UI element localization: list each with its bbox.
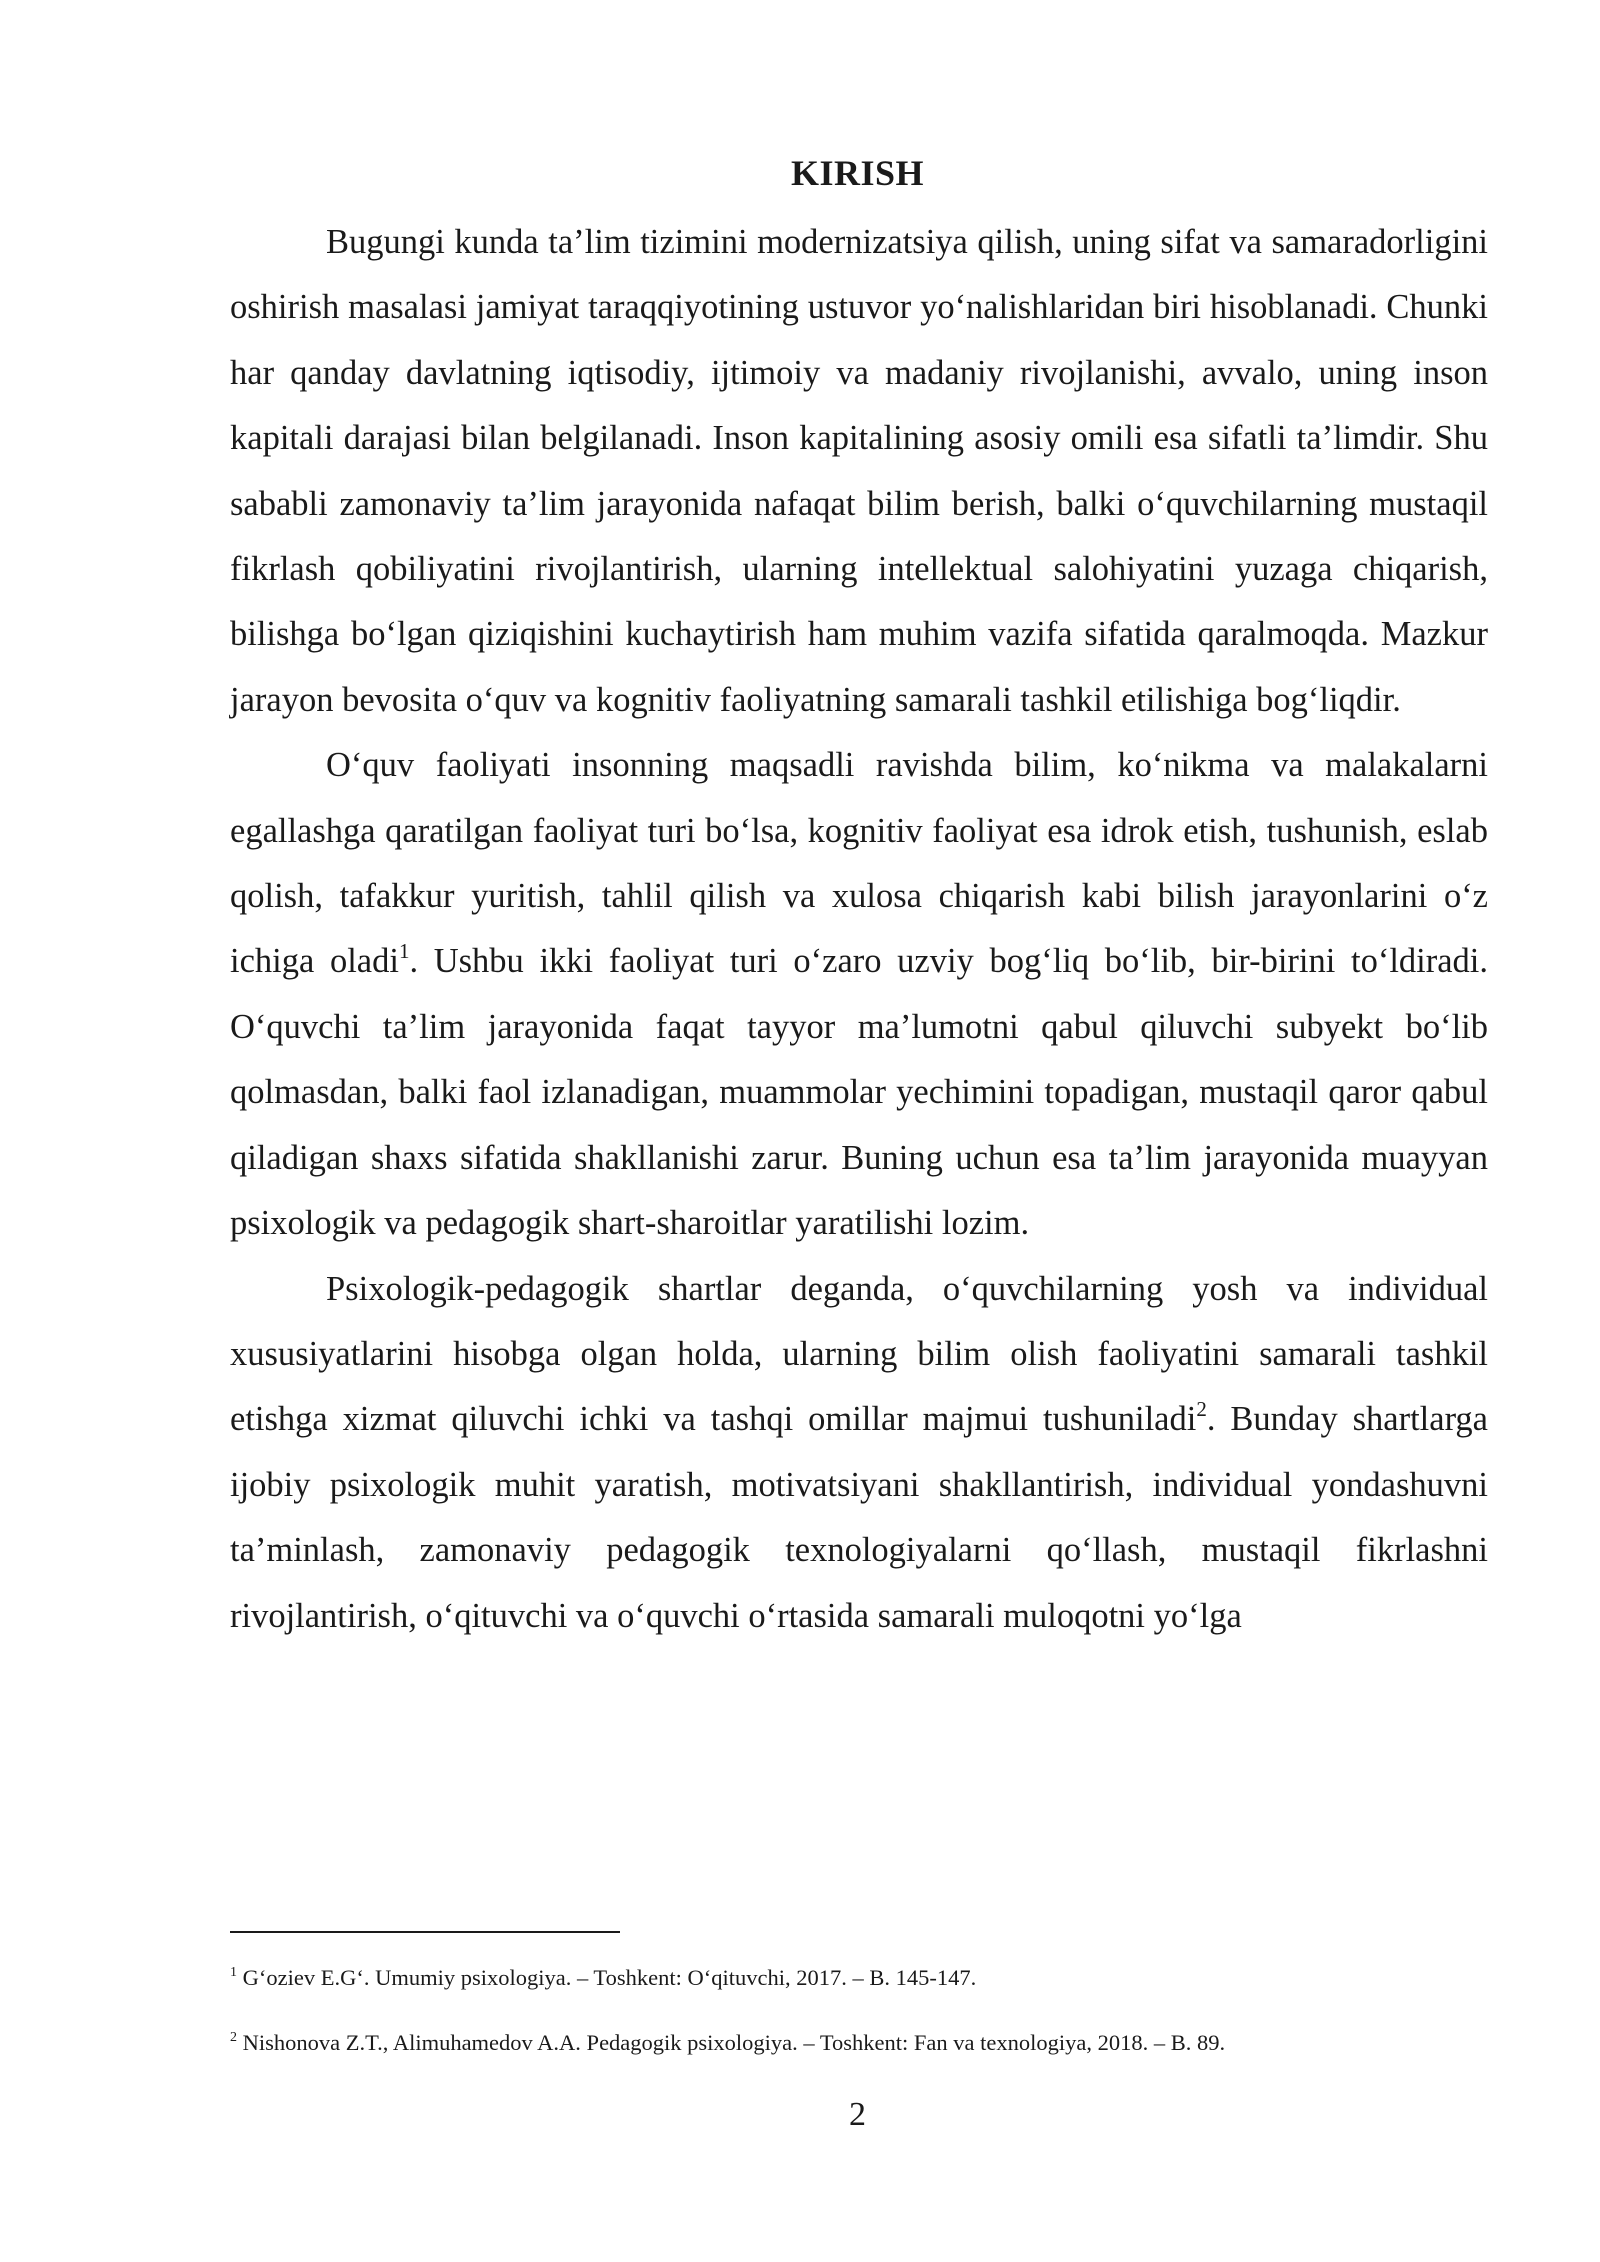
paragraph-3-text-b: . Bunday shartlarga ijobiy psixologik muhit yaratish, motivatsiyani shakllantirish, individual yondashuvni ta’minlash, zamonaviy pedagogik texnologiyalarni qo‘llash, mustaqil fikrlashni rivojlantirish, o‘qituvchi va o‘quvchi o‘rtasida samarali muloqotni yo‘lga [230, 1400, 1488, 1635]
section-heading: KIRISH [790, 153, 925, 193]
footnote-2-text: Nishonova Z.T., Alimuhamedov A.A. Pedagogik psixologiya. – Toshkent: Fan va texnologiya, 2018. – B. 89. [242, 2030, 1226, 2055]
footnote-1-text: G‘oziev E.G‘. Umumiy psixologiya. – Toshkent: O‘qituvchi, 2017. – B. 145-147. [242, 1965, 977, 1990]
paragraph-2 [230, 733, 1488, 1256]
paragraph-1 [230, 210, 1488, 733]
footnote-ref-1[interactable]: 1 [398, 939, 410, 964]
footnote-2-mark: 2 [230, 2030, 237, 2045]
page-number: 2 [849, 2096, 866, 2133]
footnote-2 [230, 2027, 1488, 2059]
paragraph-3 [230, 1257, 1488, 1649]
paragraph-2-text-a: O‘quv faoliyati insonning maqsadli ravishda bilim, ko‘nikma va malakalarni egallashga qaratilgan faoliyat turi bo‘lsa, kognitiv faoliyat esa idrok etish, tushunish, eslab qolish, tafakkur yuritish, tahlil qilish va xulosa chiqarish kabi bilish jarayonlarini o‘z ichiga oladi [230, 746, 1488, 981]
body-text [230, 210, 1488, 1649]
footnote-ref-2[interactable]: 2 [1196, 1397, 1207, 1422]
footnote-1 [230, 1962, 1488, 1994]
footnote-1-mark: 1 [230, 1965, 237, 1980]
paragraph-3-text-a: Psixologik-pedagogik shartlar deganda, o‘quvchilarning yosh va individual xususiyatlarini hisobga olgan holda, ularning bilim olish faoliyatini samarali tashkil etishga xizmat qiluvchi ichki va tashqi omillar majmui tushuniladi [230, 1269, 1488, 1439]
paragraph-2-text-b: . Ushbu ikki faoliyat turi o‘zaro uzviy bog‘liq bo‘lib, bir-birini to‘ldiradi. O‘quvchi ta’lim jarayonida faqat tayyor ma’lumotni qabul qiluvchi subyekt bo‘lib qolmasdan, balki faol izlanadigan, muammolar yechimini topadigan, mustaqil qaror qabul qiladigan shaxs sifatida shakllanishi zarur. Buning uchun esa ta’lim jarayonida muayyan psixologik va pedagogik shart-sharoitlar yaratilishi lozim. [230, 942, 1488, 1243]
paragraph-1-text: Bugungi kunda ta’lim tizimini modernizatsiya qilish, uning sifat va samaradorligini oshirish masalasi jamiyat taraqqiyotining ustuvor yo‘nalishlaridan biri hisoblanadi. Chunki har qanday davlatning iqtisodiy, ijtimoiy va madaniy rivojlanishi, avvalo, uning inson kapitali darajasi bilan belgilanadi. Inson kapitalining asosiy omili esa sifatli ta’limdir. Shu sababli zamonaviy ta’lim jarayonida nafaqat bilim berish, balki o‘quvchilarning mustaqil fikrlash qobiliyatini rivojlantirish, ularning intellektual salohiyatini yuzaga chiqarish, bilishga bo‘lgan qiziqishini kuchaytirish ham muhim vazifa sifatida qaralmoqda. Mazkur jarayon bevosita o‘quv va kognitiv faoliyatning samarali tashkil etilishiga bog‘liqdir. [230, 223, 1488, 719]
footnote-separator [230, 1931, 620, 1933]
